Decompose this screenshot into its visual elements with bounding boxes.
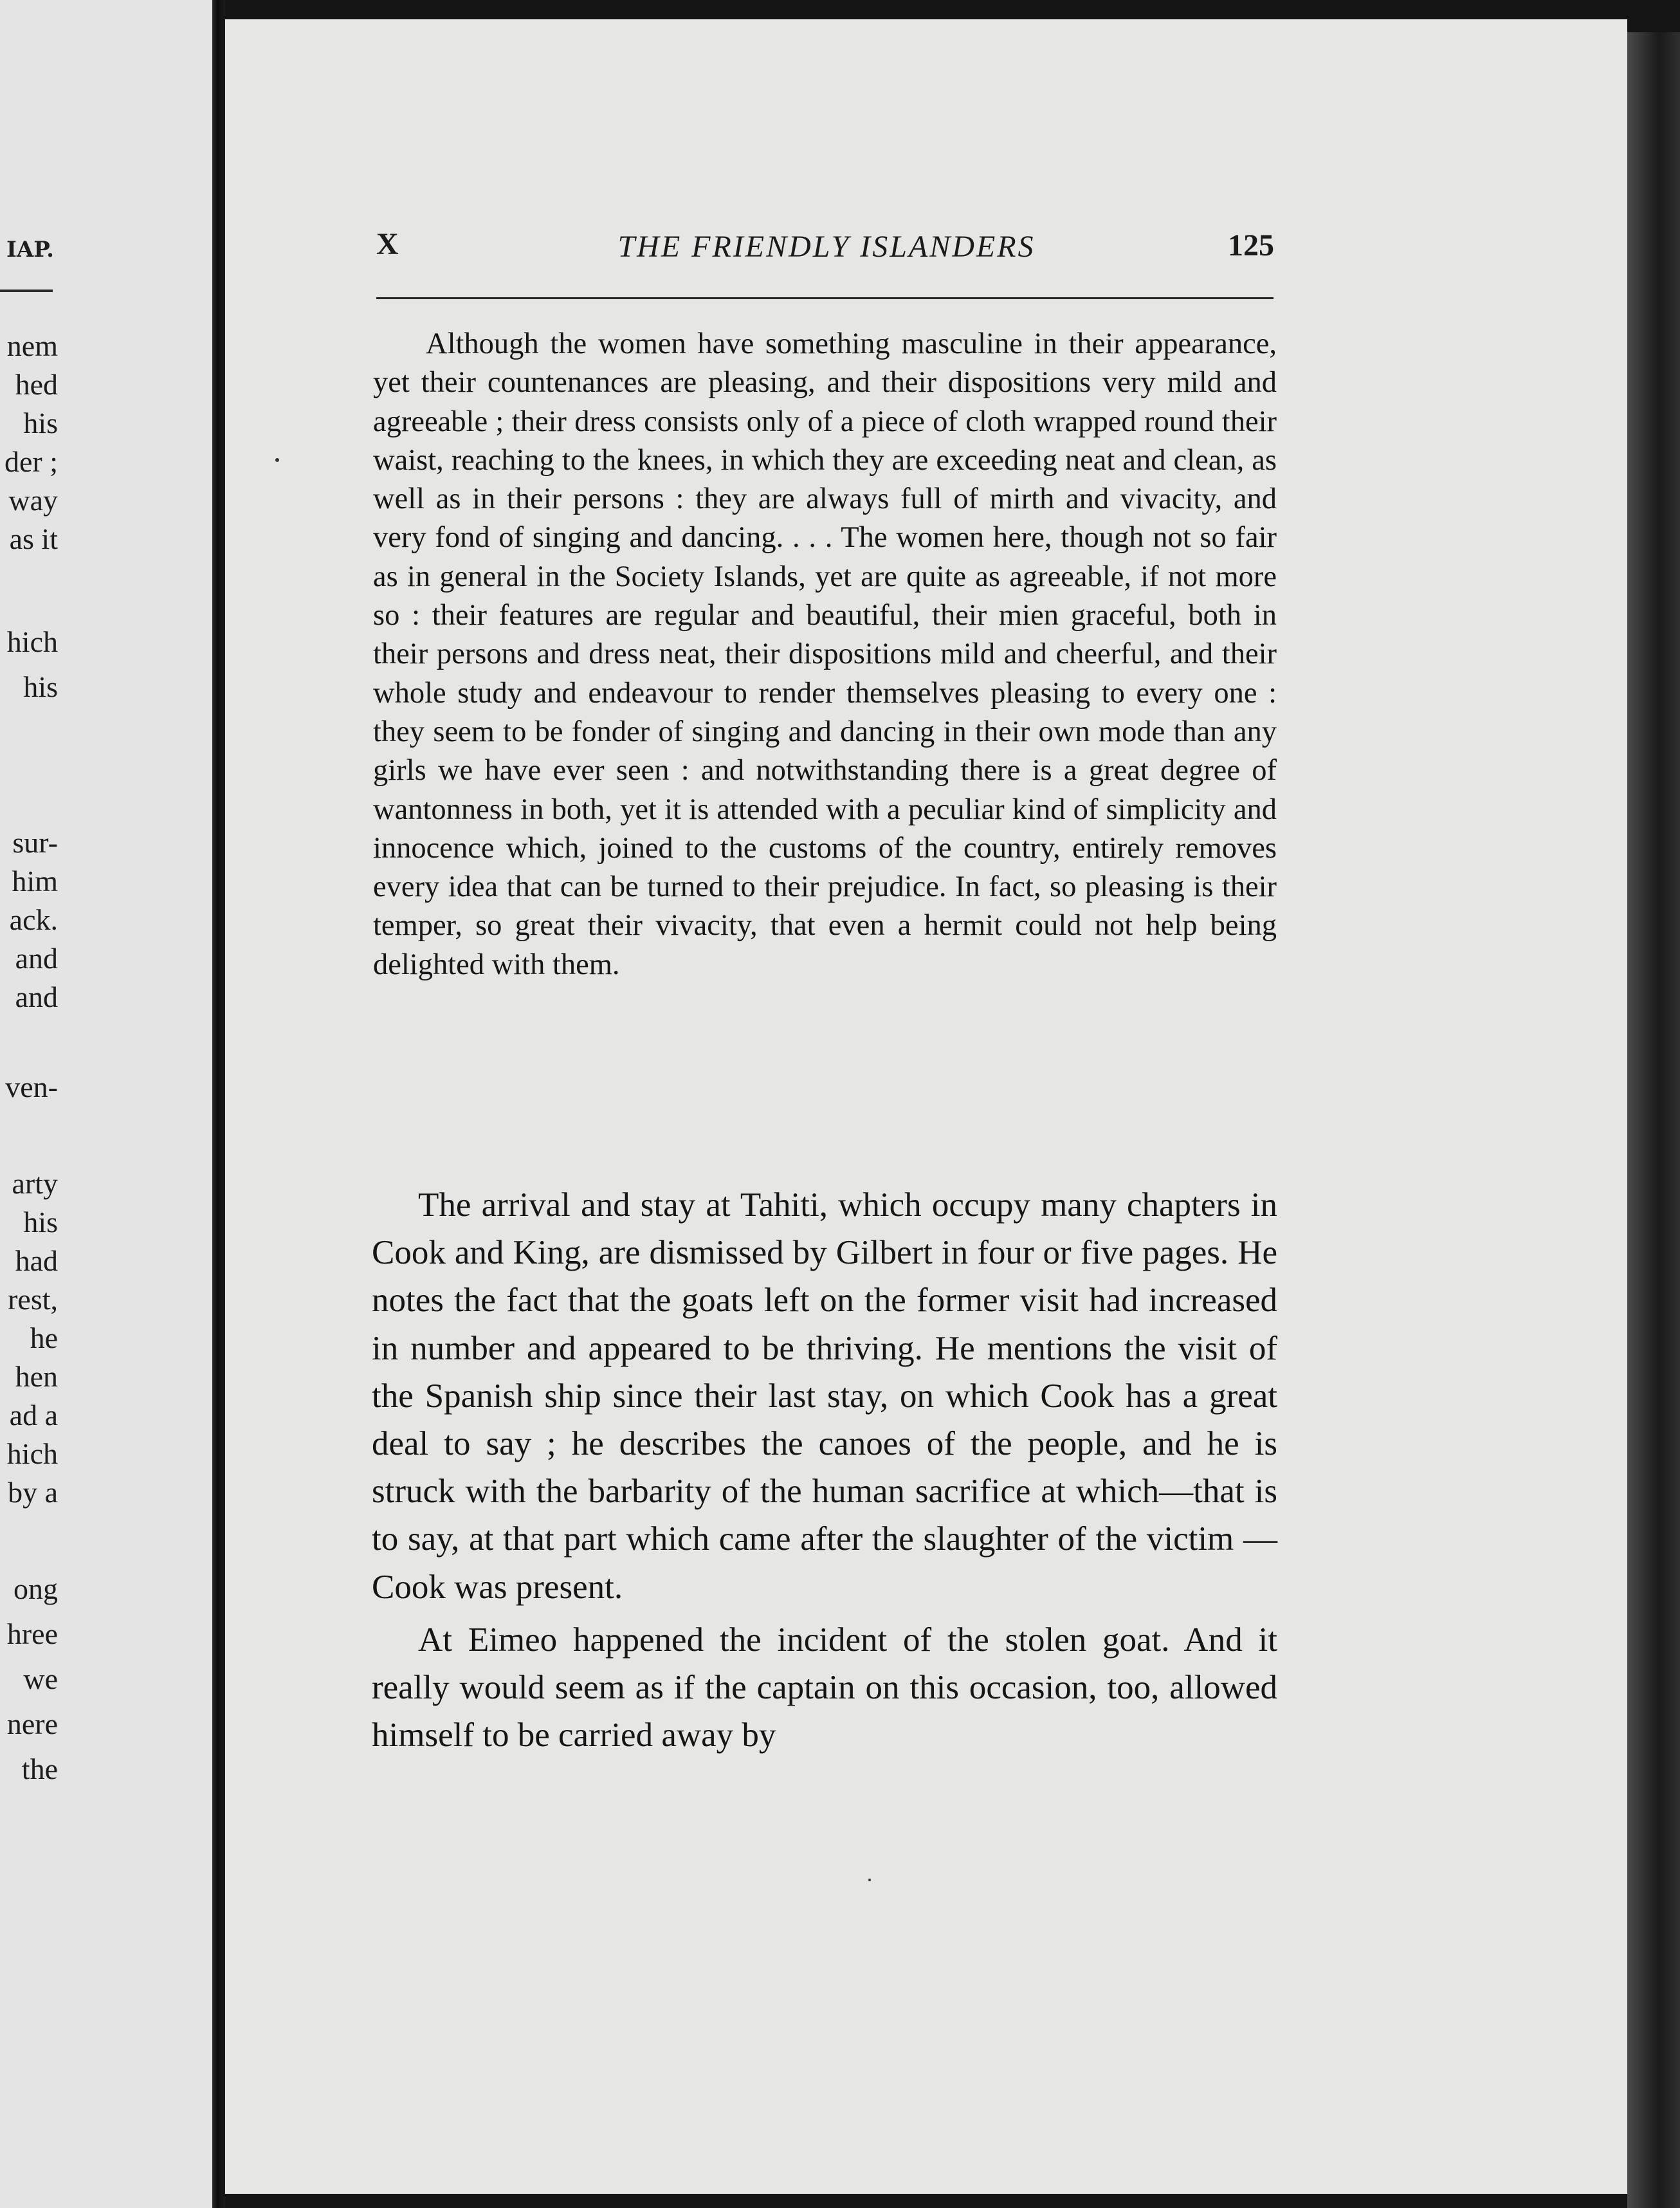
body-paragraph-1: The arrival and stay at Tahiti, which occupy many chapters in Cook and King, are dismissed by Gilbert in four or five pages. He notes the fact that the goats left on the former visit had increased in number and appeared to be thriving. He mentions the visit of the Spanish ship since their last stay, on which Cook has a great deal to say ; he describes the canoes of the people, and he is struck with the barbarity of the human sacrifice at which—that is to say, at that part which came after the slaughter of the victim — Cook was present.: [372, 1186, 1277, 1606]
body-text: [372, 1181, 1277, 1759]
left-page-fragment: hich: [6, 1437, 58, 1470]
running-head: [376, 226, 1277, 271]
left-page-head-rule: [0, 290, 53, 292]
left-page-fragment: his: [23, 670, 58, 703]
left-page-fragment: ong: [14, 1572, 58, 1605]
left-page-fragment: him: [12, 865, 58, 897]
left-page-fragment: arty: [12, 1167, 58, 1200]
left-page-fragment: ven-: [5, 1071, 58, 1103]
page-edge-stack: [1627, 32, 1680, 2208]
running-title: THE FRIENDLY ISLANDERS: [617, 230, 1036, 264]
left-page-fragment: he: [30, 1321, 58, 1354]
left-page-fragment: nere: [6, 1707, 58, 1740]
left-page-fragment: ad a: [9, 1399, 58, 1431]
quoted-passage: [373, 325, 1277, 984]
left-page-fragment: nem: [6, 329, 58, 362]
left-page-fragment: had: [15, 1244, 58, 1277]
quote-paragraph: Although the women have something masculine in their appearance, yet their countenances are pleasing, and their dispositions very mild and agreeable ; their dress consists only of a piece of cloth wrapped round their waist, reaching to the knees, in which they are exceeding neat and clean, as well as in their persons : they are always full of mirth and vivacity, and very fond of singing and dancing. . . . The women here, though not so fair as in general in the Society Islands, yet are quite as agreeable, if not more so : their features are regular and beautiful, their mien graceful, both in their persons and dress neat, their dispositions mild and cheerful, and their whole study and endeavour to render themselves pleasing to every one : they seem to be fonder of singing and dancing in their own mode than any girls we have ever seen : and notwithstanding there is a great degree of wantonness in both, yet it is attended with a peculiar kind of simplicity and innocence which, joined to the customs of the country, entirely removes every idea that can be turned to their prejudice. In fact, so pleasing is their temper, so great their vivacity, that even a hermit could not help being delighted with them.: [373, 327, 1277, 981]
scan-speck: [275, 458, 279, 462]
left-page-running-head: IAP.: [6, 237, 54, 262]
left-page-fragment: hree: [6, 1617, 58, 1650]
left-page-fragment: his: [23, 1206, 58, 1238]
left-page-fragment: his: [23, 407, 58, 439]
left-page-fragment: we: [23, 1662, 58, 1695]
left-page-fragment: rest,: [8, 1283, 58, 1316]
left-page-fragment: way: [8, 484, 58, 517]
scan-speck: [868, 1879, 871, 1881]
left-page-fragment: hed: [15, 368, 58, 401]
body-paragraph-2: At Eimeo happened the incident of the stolen goat. And it really would seem as if the captain on this occasion, too, allowed himself to be carried away by: [372, 1621, 1277, 1754]
chapter-number: X: [376, 227, 400, 261]
left-page-fragment: as it: [9, 522, 58, 555]
left-page-fragment: ack.: [9, 903, 58, 936]
left-page-fragment: by a: [8, 1476, 58, 1509]
page-number: 125: [1228, 228, 1274, 262]
book-gutter: [212, 0, 225, 2208]
left-page-fragment: der ;: [4, 445, 58, 478]
left-page-fragment: the: [21, 1753, 58, 1785]
left-page-fragment: and: [15, 942, 58, 975]
header-rule: [376, 297, 1274, 299]
left-page-fragment: hich: [6, 625, 58, 658]
left-page-fragment: sur-: [12, 826, 58, 859]
left-facing-page: [0, 0, 212, 2208]
left-page-fragment: hen: [15, 1360, 58, 1393]
left-page-fragment: and: [15, 980, 58, 1013]
